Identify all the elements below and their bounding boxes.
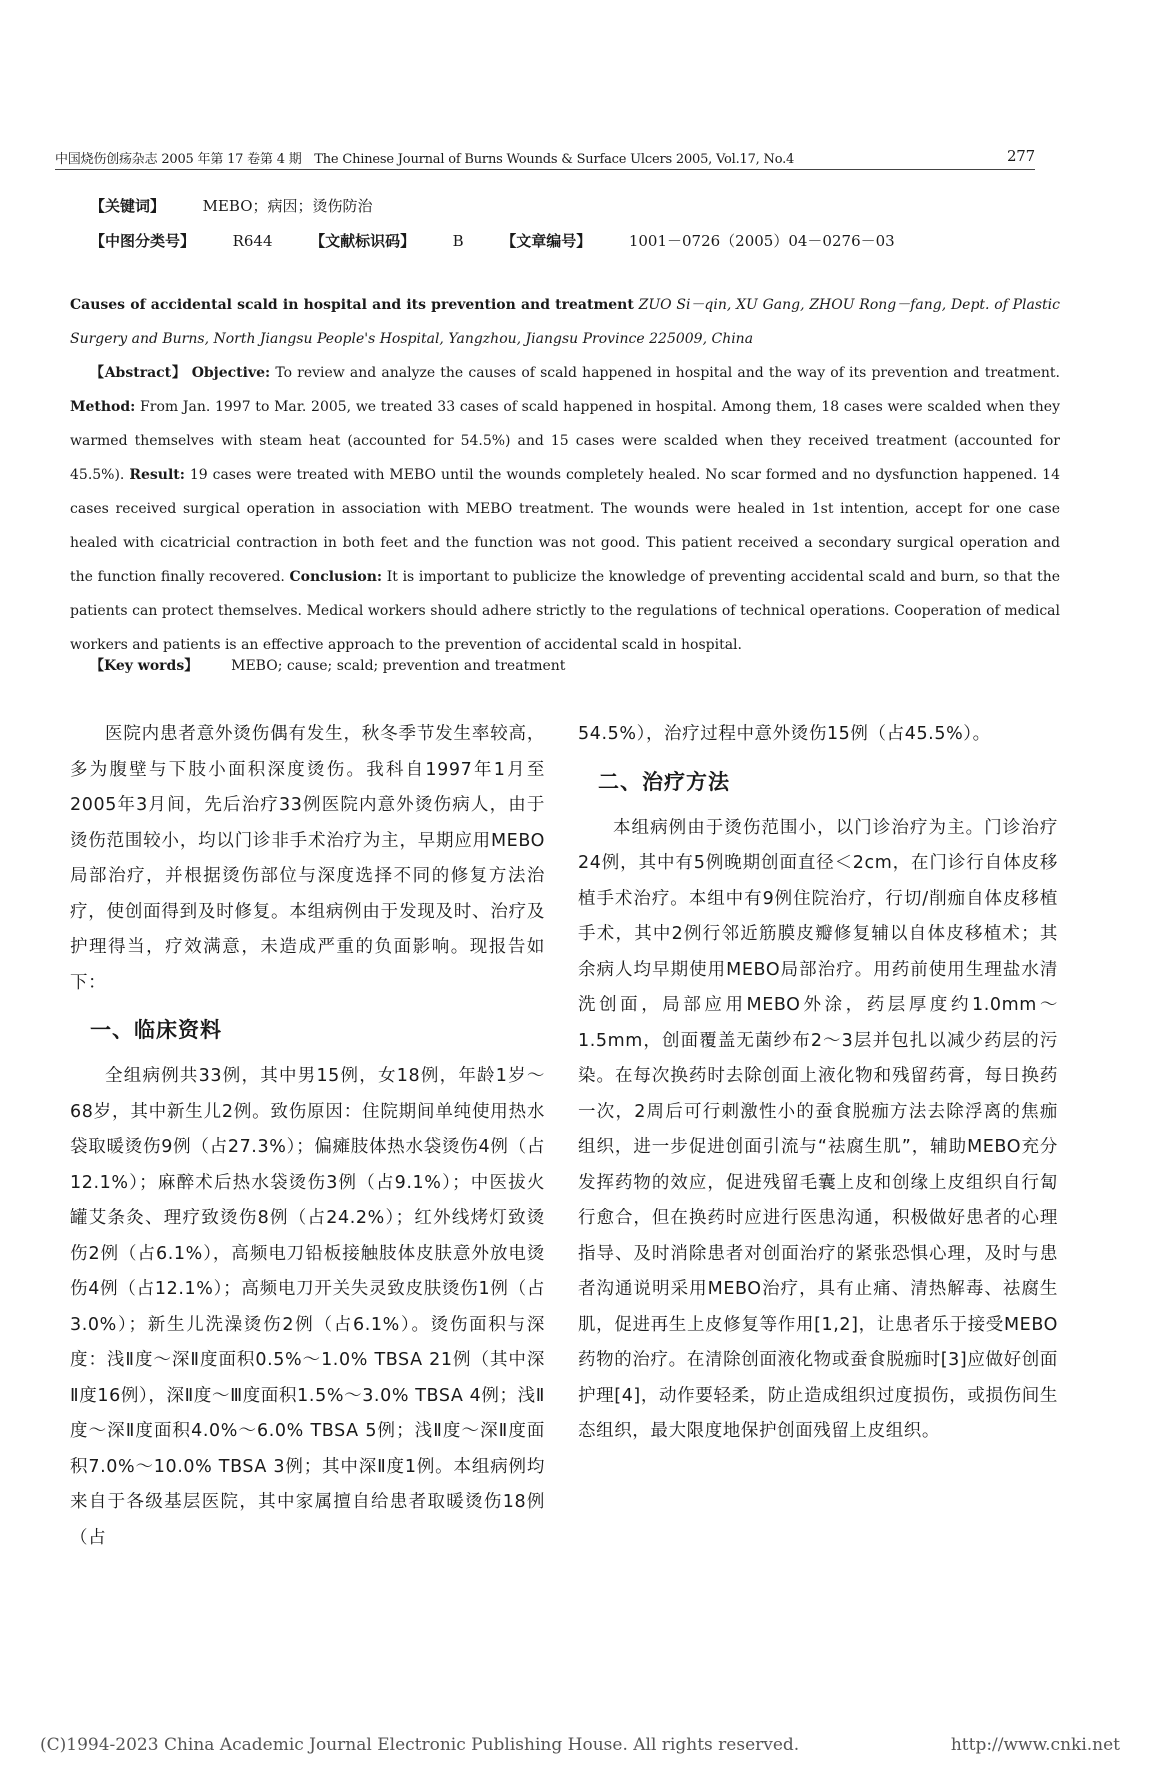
keywords-label: 【关键词】	[90, 197, 166, 215]
english-title: Causes of accidental scald in hospital and its prevention and treatment	[70, 297, 634, 313]
conclusion-text: It is important to publicize the knowledge of preventing accidental scald and burn, so that the patients can protect themselves. Medical workers should adhere strictly to the regulations of technical operations. Cooperation of medical workers and patients is an effective approach to the prevention of accidental scald in hospital.	[70, 569, 1060, 653]
copyright-footer	[40, 1735, 1120, 1755]
english-authors: ZUO Si－qin, XU Gang, ZHOU Rong－fang, Dept. of Plastic Surgery and Burns, North Jiangsu People's Hospital, Yangzhou, Jiangsu Province 225009, China	[70, 297, 1061, 347]
method-text: From Jan. 1997 to Mar. 2005, we treated 33 cases of scald happened in hospital. Among them, 18 cases were scalded when they warmed themselves with steam heat (accounted for 54.5%) and 15 cases were scalded when they received treatment (accounted for 45.5%).	[70, 399, 1060, 483]
english-keywords-value: MEBO; cause; scald; prevention and treatment	[231, 658, 566, 674]
header-rule	[55, 169, 1035, 170]
classification-line	[90, 230, 895, 251]
result-label: Result:	[129, 467, 185, 483]
clinical-data-continuation: 54.5%），治疗过程中意外烫伤15例（占45.5%）。	[578, 724, 991, 744]
section-heading-treatment: 二、治疗方法	[598, 769, 730, 794]
intro-paragraph: 医院内患者意外烫伤偶有发生，秋冬季节发生率较高，多为腹壁与下肢小面积深度烫伤。我科自1997年1月至2005年3月间，先后治疗33例医院内意外烫伤病人，由于烫伤范围较小，均以门诊非手术治疗为主，早期应用MEBO局部治疗，并根据烫伤部位与深度选择不同的修复方法治疗，使创面得到及时修复。本组病例由于发现及时、治疗及护理得当，疗效满意，未造成严重的负面影响。现报告如下：	[70, 724, 545, 993]
clc-label: 【中图分类号】	[90, 232, 196, 250]
journal-citation: 中国烧伤创疡杂志 2005 年第 17 卷第 4 期 The Chinese Journal of Burns Wounds & Surface Ulcers 2005, Vol.17, No.4	[55, 152, 795, 167]
english-title-block	[70, 288, 1060, 356]
keywords-line	[90, 195, 373, 216]
keywords-value: MEBO；病因；烫伤防治	[202, 197, 373, 215]
conclusion-label: Conclusion:	[289, 569, 383, 585]
clc-value: R644	[232, 232, 273, 250]
doc-code-value: B	[452, 232, 464, 250]
english-abstract	[70, 356, 1060, 662]
objective-label: Objective:	[191, 365, 271, 381]
clinical-data-paragraph: 全组病例共33例，其中男15例，女18例，年龄1岁～68岁，其中新生儿2例。致伤原因：住院期间单纯使用热水袋取暖烫伤9例（占27.3%）；偏瘫肢体热水袋烫伤4例（占12.1%）；麻醉术后热水袋烫伤3例（占9.1%）；中医拔火罐艾条灸、理疗致烫伤8例（占24.2%）；红外线烤灯致烫伤2例（占6.1%），高频电刀铅板接触肢体皮肤意外放电烫伤4例（占12.1%）；高频电刀开关失灵致皮肤烫伤1例（占3.0%）；新生儿洗澡烫伤2例（占6.1%）。烫伤面积与深度：浅Ⅱ度～深Ⅱ度面积0.5%～1.0% TBSA 21例（其中深Ⅱ度16例），深Ⅱ度～Ⅲ度面积1.5%～3.0% TBSA 4例；浅Ⅱ度～深Ⅱ度面积4.0%～6.0% TBSA 5例；浅Ⅱ度～深Ⅱ度面积7.0%～10.0% TBSA 3例；其中深Ⅱ度1例。本组病例均来自于各级基层医院，其中家属擅自给患者取暖烫伤18例（占	[70, 1066, 545, 1548]
right-column	[578, 717, 1058, 1450]
article-no-value: 1001－0726（2005）04－0276－03	[628, 232, 895, 250]
objective-text: To review and analyze the causes of scald happened in hospital and the way of its prevention and treatment.	[270, 365, 1061, 381]
copyright-text: (C)1994-2023 China Academic Journal Electronic Publishing House. All rights reserved.	[40, 1735, 800, 1755]
running-header	[55, 148, 1035, 170]
article-no-label: 【文章编号】	[501, 232, 592, 250]
english-keywords-label: 【Key words】	[90, 658, 199, 674]
abstract-label: 【Abstract】	[90, 365, 187, 381]
footer-url: http://www.cnki.net	[950, 1735, 1120, 1755]
left-column	[70, 717, 545, 1556]
result-text: 19 cases were treated with MEBO until the wounds completely healed. No scar formed and no dysfunction happened. 14 cases received surgical operation in association with MEBO treatment. The wounds were healed in 1st intention, accept for one case healed with cicatricial contraction in both feet and the function was not good. This patient received a secondary surgical operation and the function finally recovered.	[70, 467, 1060, 585]
english-keywords-line	[90, 655, 565, 675]
page-number: 277	[1006, 147, 1035, 165]
treatment-paragraph: 本组病例由于烫伤范围小，以门诊治疗为主。门诊治疗24例，其中有5例晚期创面直径＜2cm，在门诊行自体皮移植手术治疗。本组中有9例住院治疗，行切/削痂自体皮移植手术，其中2例行邻近筋膜皮瓣修复辅以自体皮移植术；其余病人均早期使用MEBO局部治疗。用药前使用生理盐水清洗创面，局部应用MEBO外涂，药层厚度约1.0mm～1.5mm，创面覆盖无菌纱布2～3层并包扎以减少药层的污染。在每次换药时去除创面上液化物和残留药膏，每日换药一次，2周后可行刺激性小的蚕食脱痂方法去除浮离的焦痂组织，进一步促进创面引流与“祛腐生肌”，辅助MEBO充分发挥药物的效应，促进残留毛囊上皮和创缘上皮组织自行匐行愈合，但在换药时应进行医患沟通，积极做好患者的心理指导、及时消除患者对创面治疗的紧张恐惧心理，及时与患者沟通说明采用MEBO治疗，具有止痛、清热解毒、祛腐生肌，促进再生上皮修复等作用[1,2]，让患者乐于接受MEBO药物的治疗。在清除创面液化物或蚕食脱痂时[3]应做好创面护理[4]，动作要轻柔，防止造成组织过度损伤，或损伤间生态组织，最大限度地保护创面残留上皮组织。	[578, 817, 1058, 1441]
section-heading-clinical: 一、临床资料	[90, 1018, 222, 1042]
doc-code-label: 【文献标识码】	[310, 232, 416, 250]
method-label: Method:	[70, 399, 136, 415]
